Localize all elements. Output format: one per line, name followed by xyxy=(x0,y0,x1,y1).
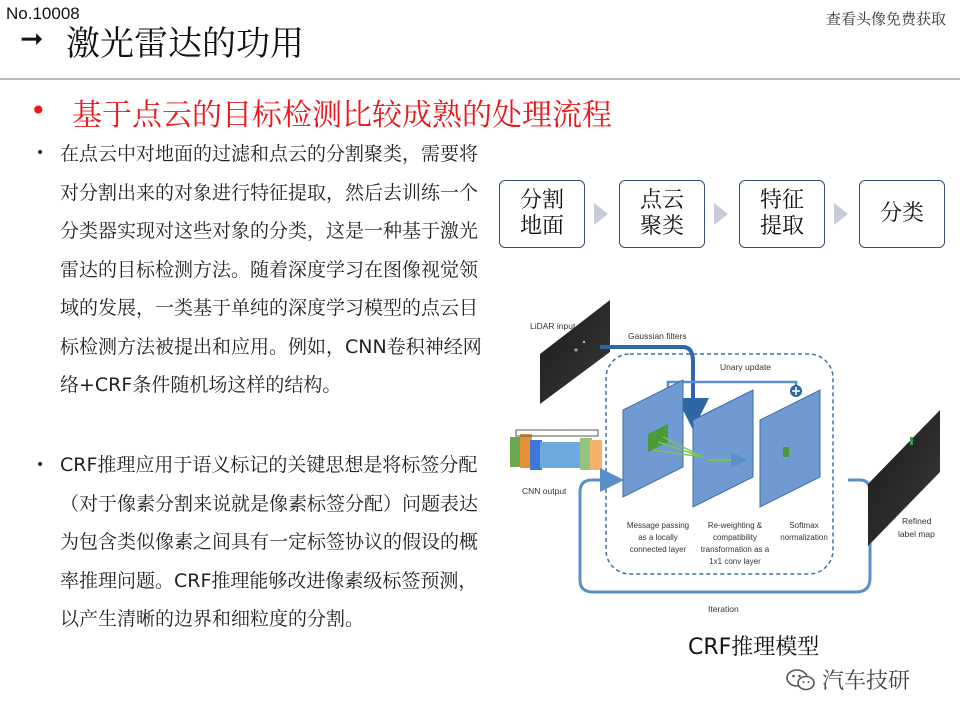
message-passing-caption xyxy=(627,521,689,554)
diagram-caption: CRF推理模型 xyxy=(688,635,820,660)
crf-diagram xyxy=(498,292,948,627)
watermark-text: 汽车技研 xyxy=(822,669,911,694)
iteration-label: Iteration xyxy=(708,604,739,614)
lidar-input-label: LiDAR input xyxy=(530,321,576,331)
caption-line: transformation as a xyxy=(700,545,770,554)
softmax-caption xyxy=(780,521,828,542)
flow-step-feature-extraction xyxy=(739,180,825,248)
caption-line: connected layer xyxy=(629,545,687,554)
watermark xyxy=(786,664,910,695)
paragraph-text: 在点云中对地面的过滤和点云的分割聚类，需要将对分割出来的对象进行特征提取，然后去训练一个分类器实现对这些对象的分类，这是一种基于激光雷达的目标检测方法。随着深度学习在图像视觉领域的发展，一类基于单纯的深度学习模型的点云目标检测方法被提出和应用。例如，CNN卷积神经网络+CRF条件随机场这样的结构。 xyxy=(60,143,482,396)
top-note: 查看头像免费获取 xyxy=(825,10,946,28)
flow-step-classification xyxy=(859,180,945,248)
flow-arrow-icon xyxy=(834,203,848,225)
flow-step-label: 特征提取 xyxy=(759,188,804,239)
paragraph-text: CRF推理应用于语义标记的关键思想是将标签分配（对于像素分割来说就是像素标签分配）问题表达为包含类似像素之间具有一定标签协议的假设的概率推理问题。CRF推理能够改进像素级标签预测，以产生清晰的边界和细粒度的分割。 xyxy=(60,454,479,630)
caption-line: compatibility xyxy=(712,533,758,542)
caption-line: as a locally xyxy=(638,533,678,542)
gaussian-filters-label: Gaussian filters xyxy=(628,331,687,341)
softmax-patch xyxy=(783,447,789,457)
cnn-output-label: CNN output xyxy=(522,486,567,496)
title-divider xyxy=(0,78,960,80)
subheading-bullet: • xyxy=(30,94,47,127)
flow-arrow-icon xyxy=(594,203,608,225)
flow-arrow-icon xyxy=(714,203,728,225)
lidar-input-image xyxy=(540,300,610,404)
refined-label-line: label map xyxy=(898,529,935,539)
flow-step-clustering xyxy=(619,180,705,248)
reweighting-layer xyxy=(693,390,753,507)
reweighting-caption xyxy=(701,521,770,566)
unary-update-label: Unary update xyxy=(720,362,772,372)
lidar-point xyxy=(574,348,577,351)
paragraph-bullet: • xyxy=(36,457,45,473)
caption-line: Re-weighting & xyxy=(707,521,763,530)
title-arrow-icon: ➞ xyxy=(20,22,44,55)
softmax-layer xyxy=(760,390,820,507)
paragraph-bullet: • xyxy=(36,145,45,161)
flow-step-label: 分割地面 xyxy=(519,188,564,239)
caption-line: 1x1 conv layer xyxy=(709,557,761,566)
refined-label-line: Refined xyxy=(902,516,932,526)
lidar-point xyxy=(583,341,585,343)
flow-step-label: 分类 xyxy=(879,201,924,226)
caption-line: Softmax xyxy=(789,521,819,530)
refined-label-point xyxy=(910,437,913,445)
cnn-output-image xyxy=(510,430,602,470)
page-title: 激光雷达的功用 xyxy=(66,24,304,64)
caption-line: Message passing xyxy=(626,521,690,530)
refined-label-text xyxy=(898,516,935,539)
flow-step-segment-ground xyxy=(499,180,585,248)
slide-id: No.10008 xyxy=(6,4,80,23)
caption-line: normalization xyxy=(780,533,828,542)
wechat-icon xyxy=(786,668,816,692)
unary-update-arrow xyxy=(668,382,796,392)
flow-step-label: 点云聚类 xyxy=(639,188,684,239)
subheading: 基于点云的目标检测比较成熟的处理流程 xyxy=(72,98,612,133)
